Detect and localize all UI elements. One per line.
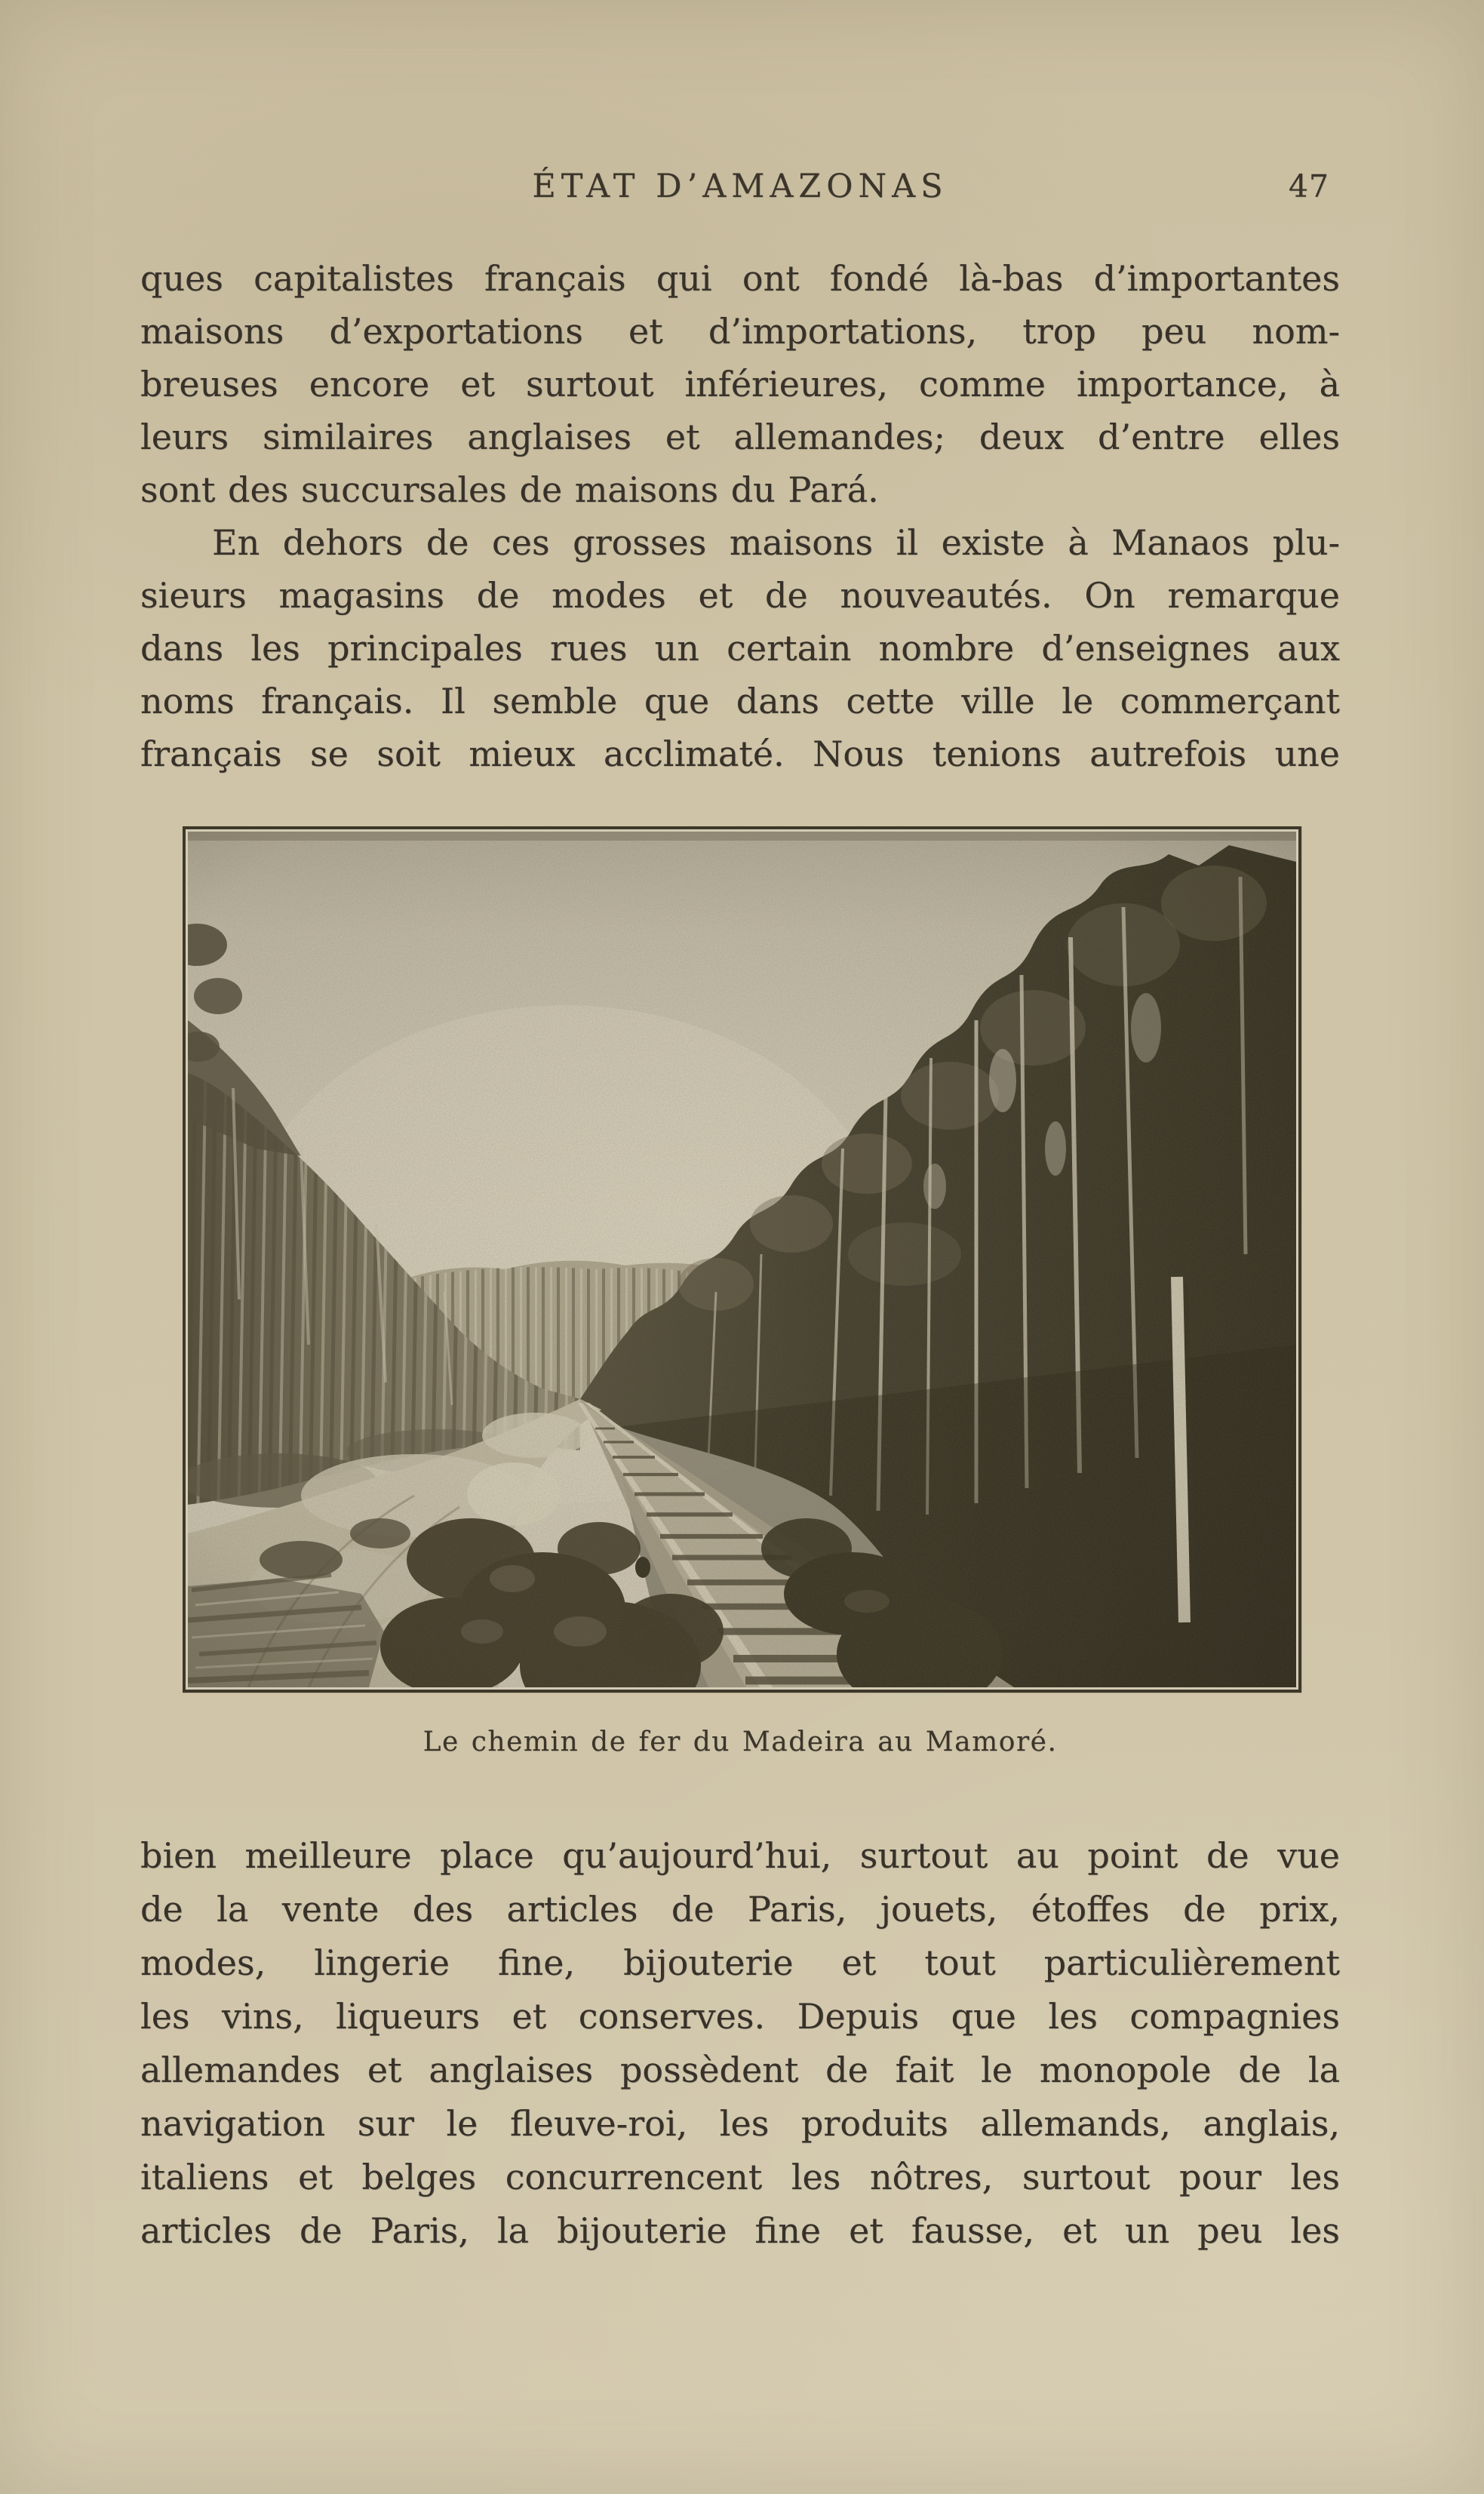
body-text-bottom [140, 1829, 1340, 2258]
railway-photo-illustration [188, 832, 1296, 1687]
text-line: breuses encore et surtout inférieures, comme importance, à [140, 364, 1340, 404]
text-line: allemandes et anglaises possèdent de fait le monopole de la [140, 2050, 1340, 2090]
text-line: de la vente des articles de Paris, jouets, étoffes de prix, [140, 1889, 1340, 1930]
text-line: bien meilleure place qu’aujourd’hui, surtout au point de vue [140, 1835, 1340, 1876]
text-line: sieurs magasins de modes et de nouveautés. On remarque [140, 575, 1340, 616]
page-header [140, 168, 1340, 207]
photo-grain [188, 832, 1296, 1687]
text-line: français se soit mieux acclimaté. Nous tenions autrefois une [140, 733, 1340, 774]
text-line: ques capitalistes français qui ont fondé là-bas d’importantes [140, 258, 1340, 299]
text-line: En dehors de ces grosses maisons il existe à Manaos plu- [212, 522, 1340, 563]
body-text-top [140, 252, 1340, 780]
text-line: sont des succursales de maisons du Pará. [140, 469, 879, 510]
text-line: dans les principales rues un certain nombre d’enseignes aux [140, 628, 1340, 669]
railway-photograph [183, 826, 1301, 1693]
text-line: articles de Paris, la bijouterie fine et fausse, et un peu les [140, 2210, 1340, 2251]
text-line: navigation sur le fleuve-roi, les produits allemands, anglais, [140, 2103, 1340, 2144]
text-line: maisons d’exportations et d’importations, trop peu nom- [140, 311, 1340, 352]
page-number: 47 [1288, 168, 1329, 205]
figure-caption: Le chemin de fer du Madeira au Mamoré. [422, 1727, 1058, 1757]
text-line: italiens et belges concurrencent les nôtres, surtout pour les [140, 2157, 1340, 2197]
text-line: modes, lingerie fine, bijouterie et tout particulièrement [140, 1942, 1340, 1983]
running-title: ÉTAT D’AMAZONAS [532, 168, 948, 205]
text-line: leurs similaires anglaises et allemandes; deux d’entre elles [140, 417, 1340, 457]
text-line: noms français. Il semble que dans cette ville le commerçant [140, 681, 1340, 721]
text-line: les vins, liqueurs et conserves. Depuis que les compagnies [140, 1996, 1340, 2037]
